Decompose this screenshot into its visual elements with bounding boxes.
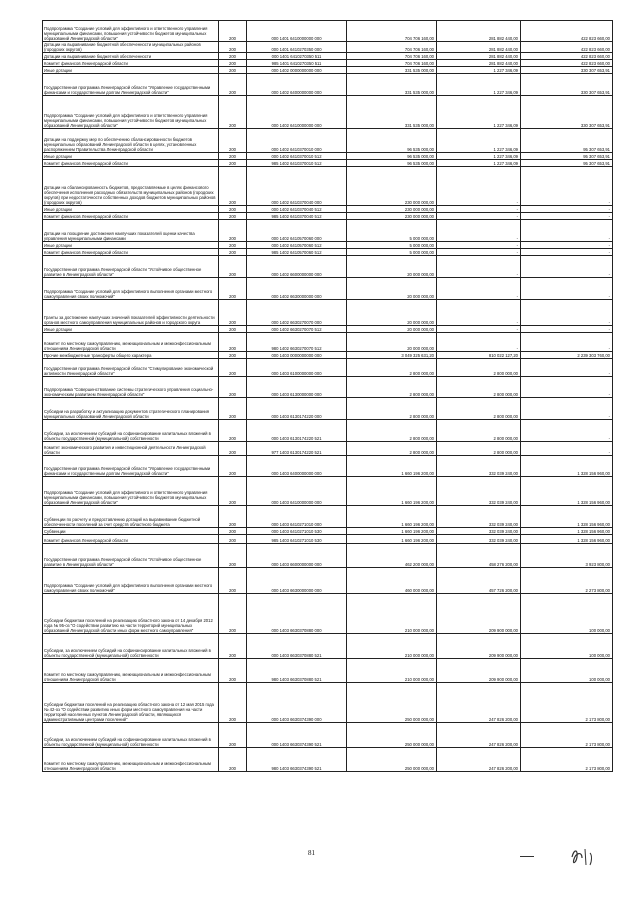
table-row bbox=[43, 683, 613, 723]
row-kbk-cell: 000 1403 6130174220 000 bbox=[247, 398, 347, 420]
row-name-cell: Государственная программа Ленинградской области "Устойчивое общественное развитие в Ленинградской области" bbox=[43, 544, 219, 568]
table-row bbox=[43, 60, 613, 67]
row-name-cell: Комитет по местному самоуправлению, межнациональным и межконфессиональным отношениям Ленинградской области bbox=[43, 748, 219, 772]
row-code-cell: 200 bbox=[219, 377, 247, 398]
row-code-cell: 200 bbox=[219, 300, 247, 326]
table-row bbox=[43, 153, 613, 160]
row-approved-cell: 704 706 160,00 bbox=[347, 21, 437, 42]
row-approved-cell: 2 800 000,00 bbox=[347, 420, 437, 442]
row-name-cell: Иные дотации bbox=[43, 206, 219, 213]
row-name-cell: Государственная программа Ленинградской области "Устойчивое общественное развитие в Ленинградской области" bbox=[43, 256, 219, 278]
table-row bbox=[43, 42, 613, 53]
row-executed-cell: - bbox=[437, 220, 521, 242]
row-approved-cell: 2 800 000,00 bbox=[347, 442, 437, 456]
row-executed-cell: 332 039 240,00 bbox=[437, 528, 521, 535]
row-code-cell: 200 bbox=[219, 359, 247, 377]
row-kbk-cell: 000 1401 6410270350 000 bbox=[247, 42, 347, 53]
row-approved-cell: 2 800 000,00 bbox=[347, 377, 437, 398]
row-code-cell: 200 bbox=[219, 249, 247, 256]
table-row bbox=[43, 456, 613, 477]
row-executed-cell: 209 900 000,00 bbox=[437, 659, 521, 683]
row-name-cell: Государственная программа Ленинградской области "Стимулирование экономической активности Ленинградской области" bbox=[43, 359, 219, 377]
table-row bbox=[43, 634, 613, 659]
row-code-cell: 200 bbox=[219, 220, 247, 242]
row-kbk-cell: 985 1402 6410370040 512 bbox=[247, 213, 347, 220]
row-approved-cell: 331 535 000,00 bbox=[347, 67, 437, 74]
row-code-cell: 200 bbox=[219, 206, 247, 213]
row-approved-cell: 704 706 160,00 bbox=[347, 53, 437, 60]
table-row bbox=[43, 568, 613, 594]
row-executed-cell: - bbox=[437, 213, 521, 220]
row-executed-cell: 281 882 440,00 bbox=[437, 21, 521, 42]
table-row bbox=[43, 300, 613, 326]
row-remaining-cell: 100 000,00 bbox=[521, 594, 613, 634]
row-name-cell: Иные дотации bbox=[43, 67, 219, 74]
row-approved-cell: 5 000 000,00 bbox=[347, 249, 437, 256]
row-remaining-cell: 1 328 156 960,00 bbox=[521, 456, 613, 477]
table-row bbox=[43, 544, 613, 568]
row-approved-cell: 20 000 000,00 bbox=[347, 278, 437, 300]
row-executed-cell: 2 800 000,00 bbox=[437, 359, 521, 377]
row-remaining-cell: - bbox=[521, 442, 613, 456]
row-executed-cell: 332 039 240,00 bbox=[437, 456, 521, 477]
table-row bbox=[43, 535, 613, 544]
row-remaining-cell: - bbox=[521, 398, 613, 420]
row-remaining-cell: - bbox=[521, 359, 613, 377]
dash-mark bbox=[520, 856, 534, 857]
row-kbk-cell: 000 1402 6600000000 000 bbox=[247, 256, 347, 278]
row-name-cell: Государственная программа Ленинградской области "Управление государственными финансами и государственным долгом Ленинградской области" bbox=[43, 74, 219, 96]
row-executed-cell: 1 227 346,09 bbox=[437, 160, 521, 167]
row-remaining-cell: - bbox=[521, 377, 613, 398]
row-code-cell: 200 bbox=[219, 352, 247, 359]
row-executed-cell: - bbox=[437, 249, 521, 256]
row-executed-cell: 332 039 240,00 bbox=[437, 535, 521, 544]
row-approved-cell: 1 660 196 200,00 bbox=[347, 535, 437, 544]
row-remaining-cell: 422 823 660,00 bbox=[521, 53, 613, 60]
row-approved-cell: 20 000 000,00 bbox=[347, 333, 437, 352]
row-kbk-cell: 000 1401 6410000000 000 bbox=[247, 21, 347, 42]
row-approved-cell: 210 000 000,00 bbox=[347, 634, 437, 659]
row-remaining-cell: - bbox=[521, 167, 613, 206]
table-row bbox=[43, 213, 613, 220]
row-remaining-cell: 95 307 653,91 bbox=[521, 160, 613, 167]
row-name-cell: Государственная программа Ленинградской области "Управление государственными финансами и государственным долгом Ленинградской области" bbox=[43, 456, 219, 477]
row-name-cell: Комитет по местному самоуправлению, межнациональным и межконфессиональным отношениям Ленинградской области bbox=[43, 659, 219, 683]
row-name-cell: Подпрограмма "Совершенствование системы стратегического управления социально-экономическим развитием Ленинградской области" bbox=[43, 377, 219, 398]
row-approved-cell: 96 535 000,00 bbox=[347, 153, 437, 160]
row-remaining-cell: 422 823 660,00 bbox=[521, 42, 613, 53]
row-kbk-cell: 000 1402 6630270070 000 bbox=[247, 300, 347, 326]
page-number: 81 bbox=[308, 849, 315, 857]
table-row bbox=[43, 278, 613, 300]
row-kbk-cell: 000 1403 6630374390 000 bbox=[247, 683, 347, 723]
table-row bbox=[43, 333, 613, 352]
row-kbk-cell: 000 1403 6630374390 521 bbox=[247, 723, 347, 748]
row-code-cell: 200 bbox=[219, 213, 247, 220]
row-code-cell: 200 bbox=[219, 456, 247, 477]
row-remaining-cell: 330 307 653,91 bbox=[521, 67, 613, 74]
row-name-cell: Иные дотации bbox=[43, 326, 219, 333]
table-row bbox=[43, 359, 613, 377]
row-kbk-cell: 000 1402 6400000000 000 bbox=[247, 74, 347, 96]
row-kbk-cell: 000 1402 6630270070 512 bbox=[247, 326, 347, 333]
row-name-cell: Субсидии бюджетам поселений на реализацию областного закона от 12 мая 2015 года № 42-оз "О содействии развитию иных форм местного самоуправления на части территорий населенных пунктов Ленинградской области, являющихся административными центрами поселений" bbox=[43, 683, 219, 723]
row-kbk-cell: 980 1403 6630374390 521 bbox=[247, 748, 347, 772]
row-executed-cell: 2 800 000,00 bbox=[437, 420, 521, 442]
row-approved-cell: 1 660 196 200,00 bbox=[347, 506, 437, 528]
row-kbk-cell: 000 1403 6130174220 521 bbox=[247, 420, 347, 442]
table-row bbox=[43, 723, 613, 748]
row-name-cell: Подпрограмма "Создание условий для эффективного выполнения органами местного самоуправления своих полномочий" bbox=[43, 568, 219, 594]
row-name-cell: Дотации на выравнивание бюджетной обеспеченности муниципальных районов (городских округов) bbox=[43, 42, 219, 53]
row-remaining-cell: 1 328 156 960,00 bbox=[521, 528, 613, 535]
row-executed-cell: 458 276 200,00 bbox=[437, 544, 521, 568]
row-executed-cell: 332 039 240,00 bbox=[437, 477, 521, 506]
row-kbk-cell: 000 1403 6630370880 000 bbox=[247, 594, 347, 634]
row-approved-cell: 210 000 000,00 bbox=[347, 594, 437, 634]
row-remaining-cell: 330 307 653,91 bbox=[521, 96, 613, 129]
row-executed-cell: 1 227 346,09 bbox=[437, 153, 521, 160]
row-remaining-cell: 95 307 653,91 bbox=[521, 153, 613, 160]
row-remaining-cell: 100 000,00 bbox=[521, 659, 613, 683]
row-code-cell: 200 bbox=[219, 544, 247, 568]
row-approved-cell: 230 000 000,00 bbox=[347, 206, 437, 213]
row-code-cell: 200 bbox=[219, 594, 247, 634]
row-remaining-cell: 330 307 653,91 bbox=[521, 74, 613, 96]
row-name-cell: Дотации на сбалансированность бюджетов, предоставляемые в целях финансового обеспечения исполнения расходных обязательств муниципальных районов (городских округов) при недостаточности собственных доходов бюджетов муниципальных районов (городских округов) bbox=[43, 167, 219, 206]
row-kbk-cell: 980 1403 6630370880 521 bbox=[247, 659, 347, 683]
row-executed-cell: - bbox=[437, 256, 521, 278]
table-row bbox=[43, 256, 613, 278]
row-approved-cell: 96 535 000,00 bbox=[347, 129, 437, 153]
row-code-cell: 200 bbox=[219, 506, 247, 528]
row-remaining-cell: - bbox=[521, 206, 613, 213]
row-executed-cell: 1 227 346,09 bbox=[437, 74, 521, 96]
table-row bbox=[43, 748, 613, 772]
row-executed-cell: 281 882 440,00 bbox=[437, 53, 521, 60]
row-executed-cell: - bbox=[437, 326, 521, 333]
row-approved-cell: 1 660 196 200,00 bbox=[347, 477, 437, 506]
row-code-cell: 200 bbox=[219, 21, 247, 42]
row-executed-cell: 1 227 346,09 bbox=[437, 67, 521, 74]
row-name-cell: Гранты за достижение наилучших значений показателей эффективности деятельности органов местного самоуправления муниципальных районов и городского округа bbox=[43, 300, 219, 326]
row-approved-cell: 20 000 000,00 bbox=[347, 300, 437, 326]
row-remaining-cell: 2 173 800,00 bbox=[521, 683, 613, 723]
row-name-cell: Субсидии бюджетам поселений на реализацию областного закона от 14 декабря 2012 года № 95-оз "О содействии развитию на части территорий муниципальных образований Ленинградской области иных форм местного самоуправления" bbox=[43, 594, 219, 634]
row-executed-cell: 2 800 000,00 bbox=[437, 442, 521, 456]
row-code-cell: 200 bbox=[219, 160, 247, 167]
row-approved-cell: 210 000 000,00 bbox=[347, 659, 437, 683]
row-executed-cell: 209 900 000,00 bbox=[437, 634, 521, 659]
row-code-cell: 200 bbox=[219, 42, 247, 53]
row-code-cell: 200 bbox=[219, 568, 247, 594]
row-approved-cell: 3 049 325 631,20 bbox=[347, 352, 437, 359]
row-executed-cell: 281 882 440,00 bbox=[437, 60, 521, 67]
table-row bbox=[43, 249, 613, 256]
row-remaining-cell: - bbox=[521, 278, 613, 300]
row-remaining-cell: - bbox=[521, 420, 613, 442]
row-approved-cell: 331 535 000,00 bbox=[347, 96, 437, 129]
row-approved-cell: 230 000 000,00 bbox=[347, 167, 437, 206]
row-remaining-cell: 1 328 156 960,00 bbox=[521, 535, 613, 544]
row-kbk-cell: 000 1403 6600000000 000 bbox=[247, 544, 347, 568]
row-kbk-cell: 000 1402 6410000000 000 bbox=[247, 96, 347, 129]
row-code-cell: 200 bbox=[219, 53, 247, 60]
row-kbk-cell: 000 1403 6410271010 530 bbox=[247, 528, 347, 535]
row-code-cell: 200 bbox=[219, 659, 247, 683]
row-remaining-cell: - bbox=[521, 256, 613, 278]
table-row bbox=[43, 659, 613, 683]
row-name-cell: Комитет финансов Ленинградской области bbox=[43, 249, 219, 256]
table-row bbox=[43, 506, 613, 528]
row-code-cell: 200 bbox=[219, 535, 247, 544]
row-remaining-cell: - bbox=[521, 242, 613, 249]
row-kbk-cell: 000 1402 6410570060 000 bbox=[247, 220, 347, 242]
table-row bbox=[43, 21, 613, 42]
row-approved-cell: 5 000 000,00 bbox=[347, 242, 437, 249]
row-executed-cell: 281 882 440,00 bbox=[437, 42, 521, 53]
row-name-cell: Комитет экономического развития и инвестиционной деятельности Ленинградской области bbox=[43, 442, 219, 456]
row-code-cell: 200 bbox=[219, 96, 247, 129]
row-name-cell: Иные дотации bbox=[43, 153, 219, 160]
row-approved-cell: 20 000 000,00 bbox=[347, 326, 437, 333]
row-executed-cell: - bbox=[437, 300, 521, 326]
row-code-cell: 200 bbox=[219, 723, 247, 748]
row-kbk-cell: 000 1403 6400000000 000 bbox=[247, 456, 347, 477]
row-code-cell: 200 bbox=[219, 748, 247, 772]
row-executed-cell: - bbox=[437, 278, 521, 300]
row-executed-cell: 2 800 000,00 bbox=[437, 398, 521, 420]
table-row bbox=[43, 420, 613, 442]
row-remaining-cell: - bbox=[521, 300, 613, 326]
row-approved-cell: 96 535 000,00 bbox=[347, 160, 437, 167]
row-remaining-cell: 3 923 800,00 bbox=[521, 544, 613, 568]
row-kbk-cell: 000 1403 6410271010 000 bbox=[247, 506, 347, 528]
row-kbk-cell: 000 1403 6130000000 000 bbox=[247, 377, 347, 398]
table-body bbox=[43, 21, 613, 772]
table-row bbox=[43, 160, 613, 167]
row-approved-cell: 460 000 000,00 bbox=[347, 568, 437, 594]
row-kbk-cell: 000 1403 6100000000 000 bbox=[247, 359, 347, 377]
row-name-cell: Комитет финансов Ленинградской области bbox=[43, 60, 219, 67]
row-name-cell: Комитет по местному самоуправлению, межнациональным и межконфессиональным отношениям Ленинградской области bbox=[43, 333, 219, 352]
row-kbk-cell: 985 1402 6410570060 512 bbox=[247, 249, 347, 256]
row-approved-cell: 462 200 000,00 bbox=[347, 544, 437, 568]
budget-execution-table bbox=[42, 20, 613, 772]
row-remaining-cell: - bbox=[521, 249, 613, 256]
row-approved-cell: 1 660 196 200,00 bbox=[347, 528, 437, 535]
row-kbk-cell: 000 1401 6410270350 511 bbox=[247, 53, 347, 60]
row-executed-cell: 810 022 127,20 bbox=[437, 352, 521, 359]
row-name-cell: Подпрограмма "Создание условий для эффективного и ответственного управления муниципальными финансами, повышения устойчивости бюджетов муниципальных образований Ленинградской области" bbox=[43, 21, 219, 42]
row-kbk-cell: 000 1402 6410370040 000 bbox=[247, 167, 347, 206]
row-name-cell: Подпрограмма "Создание условий для эффективного выполнения органами местного самоуправления своих полномочий" bbox=[43, 278, 219, 300]
row-executed-cell: 247 826 200,00 bbox=[437, 748, 521, 772]
row-executed-cell: 2 800 000,00 bbox=[437, 377, 521, 398]
row-remaining-cell: - bbox=[521, 213, 613, 220]
row-remaining-cell: 100 000,00 bbox=[521, 634, 613, 659]
row-name-cell: Комитет финансов Ленинградской области bbox=[43, 535, 219, 544]
row-executed-cell: 1 227 346,09 bbox=[437, 129, 521, 153]
row-name-cell: Субвенции по расчету и предоставлению дотаций на выравнивание бюджетной обеспеченности поселений за счет средств областного бюджета bbox=[43, 506, 219, 528]
row-kbk-cell: 000 1402 6410370010 512 bbox=[247, 153, 347, 160]
table-row bbox=[43, 326, 613, 333]
row-kbk-cell: 000 1402 0000000000 000 bbox=[247, 67, 347, 74]
table-row bbox=[43, 352, 613, 359]
row-code-cell: 200 bbox=[219, 129, 247, 153]
table-row bbox=[43, 167, 613, 206]
table-row bbox=[43, 398, 613, 420]
table-row bbox=[43, 442, 613, 456]
table-row bbox=[43, 129, 613, 153]
row-code-cell: 200 bbox=[219, 420, 247, 442]
row-name-cell: Дотации на поощрение достижения наилучших показателей оценки качества управления муниципальными финансами bbox=[43, 220, 219, 242]
row-kbk-cell: 000 1403 6630370880 521 bbox=[247, 634, 347, 659]
row-code-cell: 200 bbox=[219, 67, 247, 74]
row-code-cell: 200 bbox=[219, 256, 247, 278]
row-code-cell: 200 bbox=[219, 528, 247, 535]
row-kbk-cell: 000 1402 6410570060 512 bbox=[247, 242, 347, 249]
row-executed-cell: - bbox=[437, 242, 521, 249]
row-approved-cell: 5 000 000,00 bbox=[347, 220, 437, 242]
row-code-cell: 200 bbox=[219, 398, 247, 420]
row-executed-cell: 1 227 346,09 bbox=[437, 96, 521, 129]
row-code-cell: 200 bbox=[219, 477, 247, 506]
row-code-cell: 200 bbox=[219, 167, 247, 206]
row-remaining-cell: 1 328 156 960,00 bbox=[521, 506, 613, 528]
table-row bbox=[43, 528, 613, 535]
row-name-cell: Подпрограмма "Создание условий для эффективного и ответственного управления муниципальными финансами, повышения устойчивости бюджетов муниципальных образований Ленинградской области" bbox=[43, 96, 219, 129]
row-kbk-cell: 985 1403 6410271010 530 bbox=[247, 535, 347, 544]
table-row bbox=[43, 74, 613, 96]
table-row bbox=[43, 242, 613, 249]
row-name-cell: Комитет финансов Ленинградской области bbox=[43, 213, 219, 220]
row-name-cell: Прочие межбюджетные трансферты общего характера bbox=[43, 352, 219, 359]
row-remaining-cell: 2 173 800,00 bbox=[521, 748, 613, 772]
table-row bbox=[43, 377, 613, 398]
row-name-cell: Иные дотации bbox=[43, 242, 219, 249]
table-row bbox=[43, 53, 613, 60]
row-code-cell: 200 bbox=[219, 242, 247, 249]
row-code-cell: 200 bbox=[219, 683, 247, 723]
row-remaining-cell: 2 273 800,00 bbox=[521, 568, 613, 594]
row-executed-cell: 209 900 000,00 bbox=[437, 594, 521, 634]
row-kbk-cell: 985 1401 6410270350 511 bbox=[247, 60, 347, 67]
row-executed-cell: 457 726 200,00 bbox=[437, 568, 521, 594]
row-name-cell: Подпрограмма "Создание условий для эффективного и ответственного управления муниципальными финансами, повышения устойчивости бюджетов муниципальных образований Ленинградской области" bbox=[43, 477, 219, 506]
row-approved-cell: 250 000 000,00 bbox=[347, 748, 437, 772]
row-executed-cell: - bbox=[437, 167, 521, 206]
row-code-cell: 200 bbox=[219, 153, 247, 160]
row-name-cell: Субвенции bbox=[43, 528, 219, 535]
row-kbk-cell: 977 1403 6130174220 521 bbox=[247, 442, 347, 456]
row-name-cell: Субсидии на разработку и актуализацию документов стратегического планирования муниципальных образований Ленинградской области bbox=[43, 398, 219, 420]
row-remaining-cell: 422 823 660,00 bbox=[521, 60, 613, 67]
row-name-cell: Дотации на поддержку мер по обеспечению сбалансированности бюджетов муниципальных образований Ленинградской области в целях, установленных распоряжением Правительства Ленинградской области bbox=[43, 129, 219, 153]
row-approved-cell: 704 706 160,00 bbox=[347, 60, 437, 67]
table-row bbox=[43, 477, 613, 506]
row-name-cell: Субсидии, за исключением субсидий на софинансирование капитальных вложений в объекты государственной (муниципальной) собственности bbox=[43, 634, 219, 659]
row-remaining-cell: - bbox=[521, 326, 613, 333]
row-kbk-cell: 000 1402 6630000000 000 bbox=[247, 278, 347, 300]
row-code-cell: 200 bbox=[219, 326, 247, 333]
row-approved-cell: 2 800 000,00 bbox=[347, 398, 437, 420]
row-remaining-cell: - bbox=[521, 220, 613, 242]
row-approved-cell: 250 000 000,00 bbox=[347, 723, 437, 748]
row-kbk-cell: 000 1403 6630000000 000 bbox=[247, 568, 347, 594]
row-approved-cell: 1 660 196 200,00 bbox=[347, 456, 437, 477]
row-remaining-cell: 422 823 660,00 bbox=[521, 21, 613, 42]
row-code-cell: 200 bbox=[219, 634, 247, 659]
table-row bbox=[43, 67, 613, 74]
row-code-cell: 200 bbox=[219, 278, 247, 300]
row-kbk-cell: 000 1403 6410000000 000 bbox=[247, 477, 347, 506]
row-name-cell: Комитет финансов Ленинградской области bbox=[43, 160, 219, 167]
row-kbk-cell: 000 1403 0000000000 000 bbox=[247, 352, 347, 359]
row-remaining-cell: 1 328 156 960,00 bbox=[521, 477, 613, 506]
table-row bbox=[43, 220, 613, 242]
row-kbk-cell: 000 1402 6410370040 512 bbox=[247, 206, 347, 213]
row-executed-cell: 332 039 240,00 bbox=[437, 506, 521, 528]
row-name-cell: Дотации на выравнивание бюджетной обеспеченности bbox=[43, 53, 219, 60]
row-code-cell: 200 bbox=[219, 442, 247, 456]
row-kbk-cell: 985 1402 6410370010 512 bbox=[247, 160, 347, 167]
row-approved-cell: 331 535 000,00 bbox=[347, 74, 437, 96]
row-executed-cell: - bbox=[437, 333, 521, 352]
row-executed-cell: 247 826 200,00 bbox=[437, 723, 521, 748]
row-name-cell: Субсидии, за исключением субсидий на софинансирование капитальных вложений в объекты государственной (муниципальной) собственности bbox=[43, 420, 219, 442]
row-remaining-cell: 2 239 303 760,00 bbox=[521, 352, 613, 359]
table-row bbox=[43, 96, 613, 129]
row-kbk-cell: 000 1402 6410370010 000 bbox=[247, 129, 347, 153]
row-remaining-cell: 2 173 800,00 bbox=[521, 723, 613, 748]
row-code-cell: 200 bbox=[219, 60, 247, 67]
handwritten-signature bbox=[568, 843, 600, 869]
row-kbk-cell: 980 1402 6630270070 512 bbox=[247, 333, 347, 352]
table-row bbox=[43, 206, 613, 213]
row-code-cell: 200 bbox=[219, 74, 247, 96]
row-remaining-cell: 95 307 653,91 bbox=[521, 129, 613, 153]
row-code-cell: 200 bbox=[219, 333, 247, 352]
row-approved-cell: 2 800 000,00 bbox=[347, 359, 437, 377]
row-remaining-cell: - bbox=[521, 333, 613, 352]
row-approved-cell: 20 000 000,00 bbox=[347, 256, 437, 278]
row-executed-cell: 247 826 200,00 bbox=[437, 683, 521, 723]
row-approved-cell: 230 000 000,00 bbox=[347, 213, 437, 220]
table-row bbox=[43, 594, 613, 634]
row-approved-cell: 704 706 160,00 bbox=[347, 42, 437, 53]
row-name-cell: Субсидии, за исключением субсидий на софинансирование капитальных вложений в объекты государственной (муниципальной) собственности bbox=[43, 723, 219, 748]
row-executed-cell: - bbox=[437, 206, 521, 213]
report-table-container bbox=[42, 20, 612, 772]
row-approved-cell: 250 000 000,00 bbox=[347, 683, 437, 723]
